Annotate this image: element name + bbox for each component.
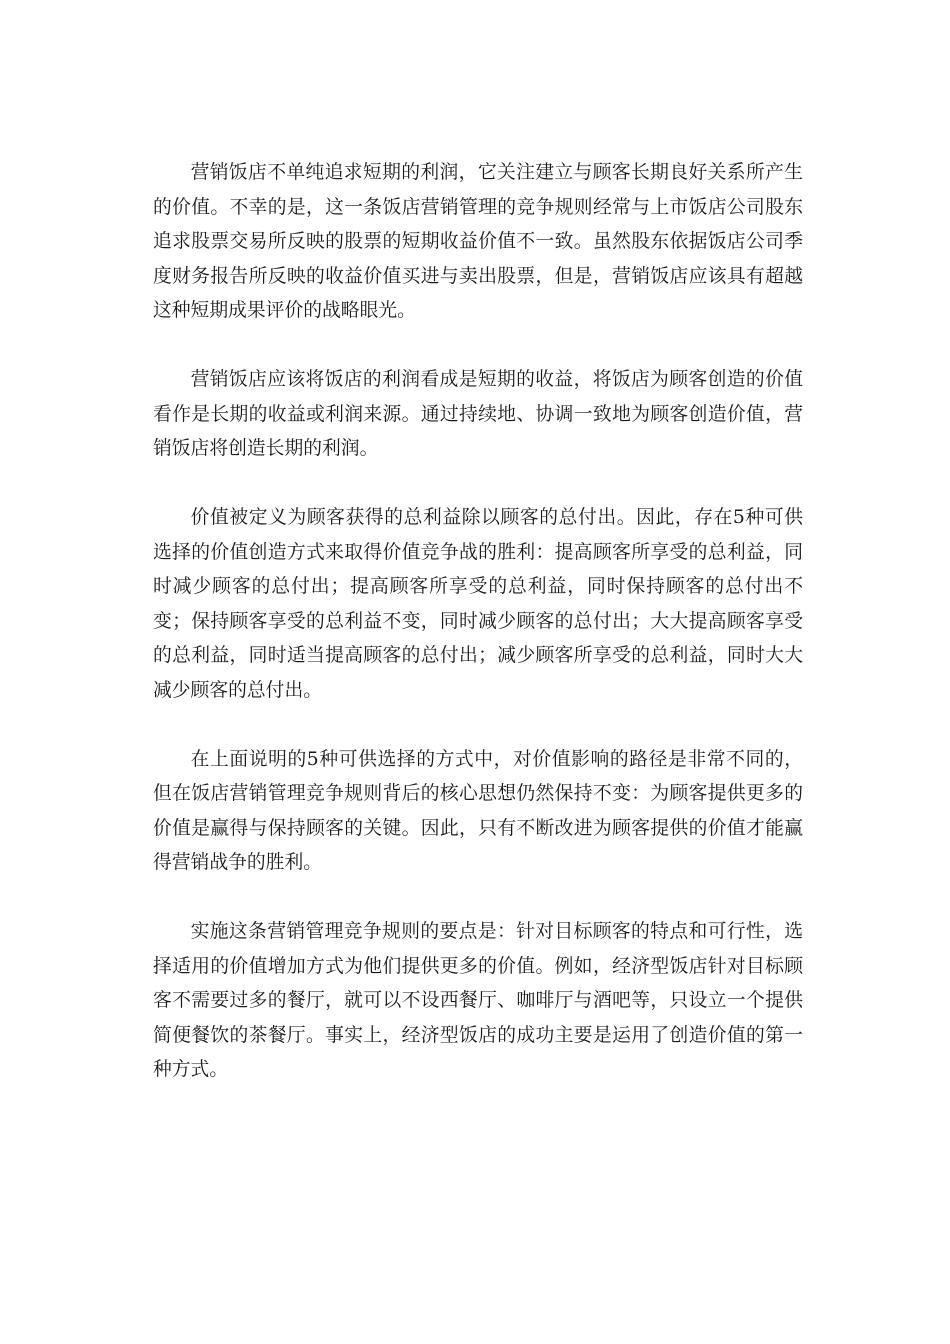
document-body bbox=[153, 156, 803, 1122]
paragraph-3: 价值被定义为顾客获得的总利益除以顾客的总付出。因此，存在5种可供选择的价值创造方式来取得价值竞争战的胜利：提高顾客所享受的总利益，同时减少顾客的总付出；提高顾客所享受的总利益，同时保持顾客的总付出不变；保持顾客享受的总利益不变，同时减少顾客的总付出；大大提高顾客享受的总利益，同时适当提高顾客的总付出；减少顾客所享受的总利益，同时大大减少顾客的总付出。 bbox=[153, 507, 803, 701]
paragraph-1: 营销饭店不单纯追求短期的利润，它关注建立与顾客长期良好关系所产生的价值。不幸的是，这一条饭店营销管理的竞争规则经常与上市饭店公司股东追求股票交易所反映的股票的短期收益价值不一致。虽然股东依据饭店公司季度财务报告所反映的收益价值买进与卖出股票，但是，营销饭店应该具有超越这种短期成果评价的战略眼光。 bbox=[153, 162, 803, 321]
paragraph-4: 在上面说明的5种可供选择的方式中，对价值影响的路径是非常不同的，但在饭店营销管理竞争规则背后的核心思想仍然保持不变：为顾客提供更多的价值是赢得与保持顾客的关键。因此，只有不断改进为顾客提供的价值才能赢得营销战争的胜利。 bbox=[153, 748, 803, 873]
paragraph-2: 营销饭店应该将饭店的利润看成是短期的收益，将饭店为顾客创造的价值看作是长期的收益或利润来源。通过持续地、协调一致地为顾客创造价值，营销饭店将创造长期的利润。 bbox=[153, 369, 803, 459]
paragraph-5: 实施这条营销管理竞争规则的要点是：针对目标顾客的特点和可行性，选择适用的价值增加方式为他们提供更多的价值。例如，经济型饭店针对目标顾客不需要过多的餐厅，就可以不设西餐厅、咖啡厅与酒吧等，只设立一个提供简便餐饮的茶餐厅。事实上，经济型饭店的成功主要是运用了创造价值的第一种方式。 bbox=[153, 921, 803, 1080]
